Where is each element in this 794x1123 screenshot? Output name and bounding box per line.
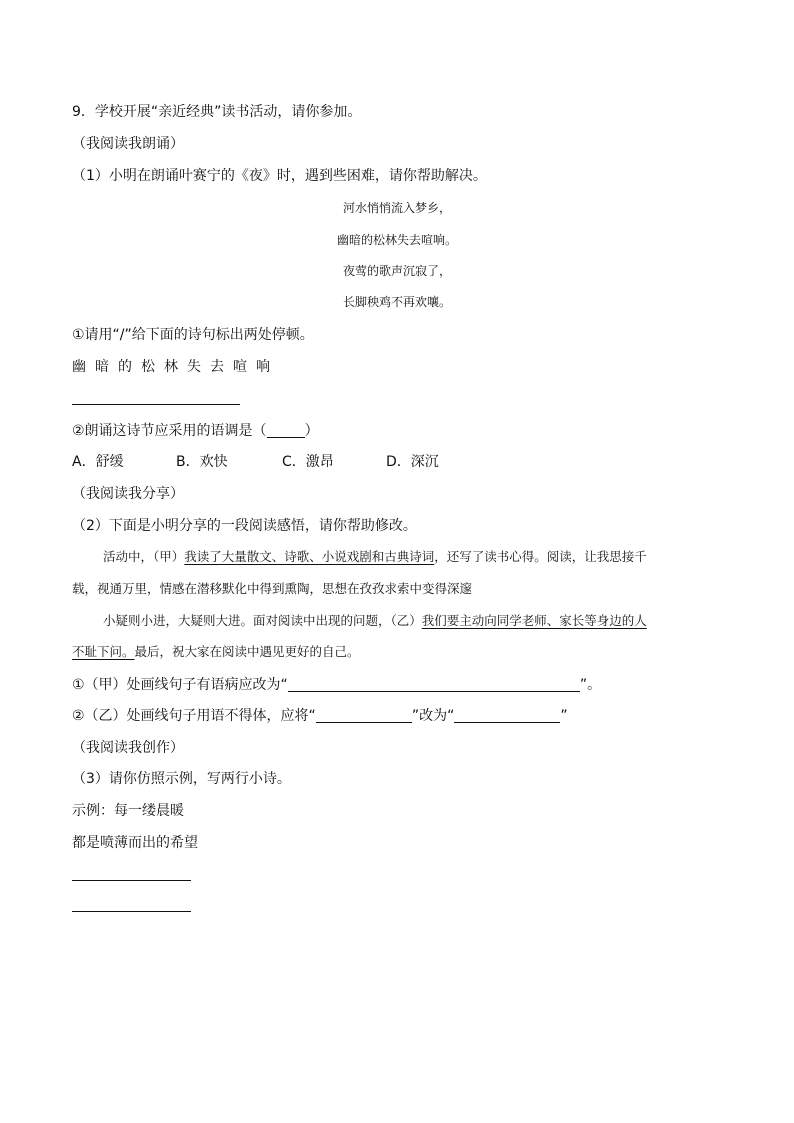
essay-text: ，还写了读书心得。阅读，让我思接千 [434, 549, 647, 564]
subquestion-2: （2）下面是小明分享的一段阅读感悟，请你帮助修改。 [72, 518, 417, 534]
answer-line[interactable] [72, 880, 191, 881]
example-line-1: 示例：每一缕晨暖 [72, 803, 184, 819]
essay-line-2: 载，视通万里，情感在潜移默化中得到熏陶，思想在孜孜求索中变得深邃 [72, 581, 473, 596]
option-d[interactable]: D．深沉 [386, 454, 439, 470]
answer-line[interactable] [72, 404, 240, 405]
question-title: 9．学校开展“亲近经典”读书活动，请你参加。 [72, 104, 362, 120]
answer-blank[interactable] [267, 423, 305, 438]
essay-text: 小疑则小进，大疑则大进。面对阅读中出现的问题，（乙） [103, 613, 422, 628]
subquestion-1b-prefix: ②朗诵这诗节应采用的语调是（ [72, 423, 267, 439]
option-a[interactable]: A．舒缓 [72, 454, 124, 470]
subquestion-2b-suffix: ” [560, 708, 568, 724]
subquestion-1b [72, 422, 319, 440]
underlined-sentence-jia: 我读了大量散文、诗歌、小说戏剧和古典诗词 [184, 549, 435, 564]
example-line-2: 都是喷薄而出的希望 [72, 835, 198, 851]
answer-blank[interactable] [288, 677, 580, 692]
essay-line-3 [103, 612, 647, 630]
underlined-sentence-yi-end: 不耻下问。 [72, 644, 135, 659]
subquestion-2b [72, 707, 568, 725]
subquestion-1a: ①请用“/”给下面的诗句标出两处停顿。 [72, 327, 314, 343]
subquestion-1: （1）小明在朗诵叶赛宁的《夜》时，遇到些困难，请你帮助解决。 [72, 168, 487, 184]
essay-line-1 [103, 548, 647, 566]
subquestion-1b-suffix: ） [304, 423, 319, 439]
subquestion-2a-prefix: ①（甲）处画线句子有语病应改为“ [72, 677, 288, 693]
underlined-sentence-yi: 我们要主动向同学老师、家长等身边的人 [421, 613, 647, 628]
poem-line: 夜莺的歌声沉寂了， [342, 264, 451, 278]
answer-line[interactable] [72, 911, 191, 912]
answer-blank[interactable] [316, 708, 412, 723]
option-b[interactable]: B．欢快 [176, 454, 228, 470]
answer-blank[interactable] [454, 708, 560, 723]
poem-line: 幽暗的松林失去喧响。 [336, 233, 457, 247]
subquestion-2a-suffix: ”。 [579, 677, 602, 693]
section-heading-share: （我阅读我分享） [72, 486, 184, 502]
subquestion-2b-prefix: ②（乙）处画线句子用语不得体，应将“ [72, 708, 316, 724]
option-c[interactable]: C．激昂 [282, 454, 334, 470]
poem-line: 长脚秧鸡不再欢嚷。 [342, 295, 451, 309]
options-row [72, 453, 439, 471]
essay-text: 活动中，（甲） [103, 549, 185, 564]
essay-line-4 [72, 643, 360, 661]
subquestion-2b-mid: ”改为“ [411, 708, 455, 724]
pause-marking-line: 幽暗的松林失去喧响 [72, 359, 279, 375]
section-heading-recite: （我阅读我朗诵） [72, 136, 184, 152]
essay-text: 最后，祝大家在阅读中遇见更好的自己。 [134, 644, 360, 659]
section-heading-create: （我阅读我创作） [72, 740, 184, 756]
subquestion-3: （3）请你仿照示例，写两行小诗。 [72, 771, 291, 787]
subquestion-2a [72, 676, 601, 694]
poem-line: 河水悄悄流入梦乡， [342, 201, 451, 215]
